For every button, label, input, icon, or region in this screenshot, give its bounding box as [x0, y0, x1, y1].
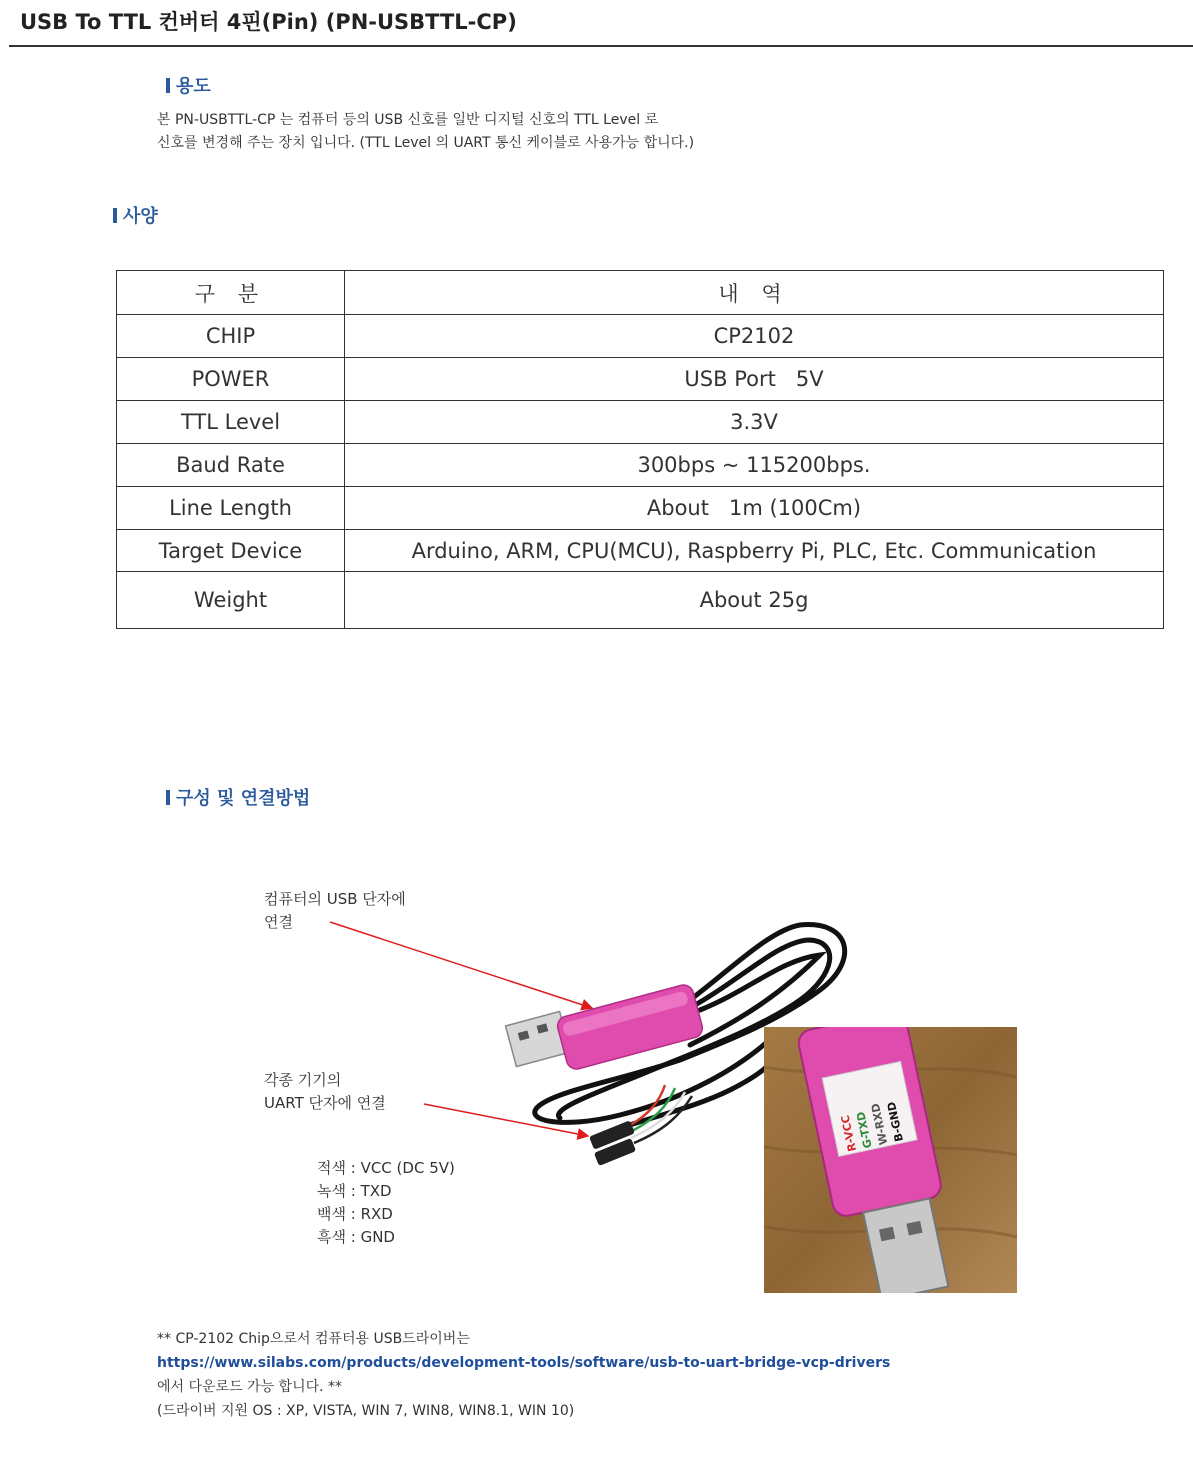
- table-row: [117, 572, 1164, 629]
- heading-bar-icon: [166, 790, 170, 805]
- spec-value: About 1m (100Cm): [345, 487, 1164, 530]
- pin-label-txd: G-TXD: [854, 1110, 875, 1150]
- header-category: 구 분: [117, 271, 345, 315]
- table-row: [117, 401, 1164, 444]
- table-row: [117, 315, 1164, 358]
- pin-label-rxd: W-RXD: [868, 1102, 891, 1147]
- spec-value: 300bps ~ 115200bps.: [345, 444, 1164, 487]
- table-header-row: [117, 271, 1164, 315]
- config-heading-text: 구성 및 연결방법: [176, 788, 311, 809]
- page-title: USB To TTL 컨버터 4핀(Pin) (PN-USBTTL-CP): [20, 10, 517, 34]
- annotation-arrows: [320, 910, 620, 1170]
- spec-table: [116, 270, 1164, 629]
- spec-label: TTL Level: [117, 401, 345, 444]
- uart-label-line-1: 각종 기기의: [264, 1071, 342, 1089]
- config-heading: [166, 784, 310, 810]
- usb-label-line-2: 연결: [264, 913, 293, 931]
- spec-label: POWER: [117, 358, 345, 401]
- driver-download-link[interactable]: https://www.silabs.com/products/development-tools/software/usb-to-uart-bridge-vcp-drivers: [157, 1355, 891, 1371]
- wire-gnd: 흑색 : GND: [317, 1228, 395, 1246]
- driver-note-line-4: (드라이버 지원 OS : XP, VISTA, WIN 7, WIN8, WIN8.1, WIN 10): [157, 1403, 575, 1419]
- spec-heading-text: 사양: [123, 206, 158, 227]
- table-row: [117, 444, 1164, 487]
- usage-line-1: 본 PN-USBTTL-CP 는 컴퓨터 등의 USB 신호를 일반 디지털 신호의 TTL Level 로: [157, 112, 659, 128]
- title-divider: [9, 45, 1193, 47]
- usage-text: [157, 109, 694, 155]
- uart-label-line-2: UART 단자에 연결: [264, 1094, 386, 1112]
- product-photo: [764, 1027, 1017, 1293]
- driver-note: [157, 1327, 890, 1423]
- spec-value: 3.3V: [345, 401, 1164, 444]
- spec-value: Arduino, ARM, CPU(MCU), Raspberry Pi, PLC, Etc. Communication: [345, 530, 1164, 572]
- driver-note-line-3: 에서 다운로드 가능 합니다. **: [157, 1379, 343, 1395]
- pin-label-gnd: B-GND: [884, 1100, 906, 1143]
- spec-value: About 25g: [345, 572, 1164, 629]
- heading-bar-icon: [113, 208, 117, 223]
- spec-label: Target Device: [117, 530, 345, 572]
- wire-txd: 녹색 : TXD: [317, 1182, 392, 1200]
- usage-line-2: 신호를 변경해 주는 장치 입니다. (TTL Level 의 UART 통신 케이블로 사용가능 합니다.): [157, 135, 695, 151]
- pin-label-vcc: R-VCC: [838, 1113, 860, 1153]
- spec-value: USB Port 5V: [345, 358, 1164, 401]
- spec-label: Line Length: [117, 487, 345, 530]
- driver-note-line-1: ** CP-2102 Chip으로서 컴퓨터용 USB드라이버는: [157, 1331, 470, 1347]
- spec-label: CHIP: [117, 315, 345, 358]
- spec-heading: [113, 202, 158, 228]
- wire-rxd: 백색 : RXD: [317, 1205, 393, 1223]
- spec-label: Weight: [117, 572, 345, 629]
- wire-color-legend: [317, 1157, 455, 1249]
- usb-label-line-1: 컴퓨터의 USB 단자에: [264, 890, 406, 908]
- usage-heading: [166, 72, 211, 98]
- wire-vcc: 적색 : VCC (DC 5V): [317, 1159, 455, 1177]
- spec-label: Baud Rate: [117, 444, 345, 487]
- usb-arrow-icon: [330, 922, 592, 1008]
- heading-bar-icon: [166, 78, 170, 93]
- table-row: [117, 487, 1164, 530]
- usage-heading-text: 용도: [176, 76, 211, 97]
- spec-value: CP2102: [345, 315, 1164, 358]
- uart-arrow-icon: [424, 1104, 588, 1136]
- table-row: [117, 358, 1164, 401]
- header-details: 내 역: [345, 271, 1164, 315]
- table-row: [117, 530, 1164, 572]
